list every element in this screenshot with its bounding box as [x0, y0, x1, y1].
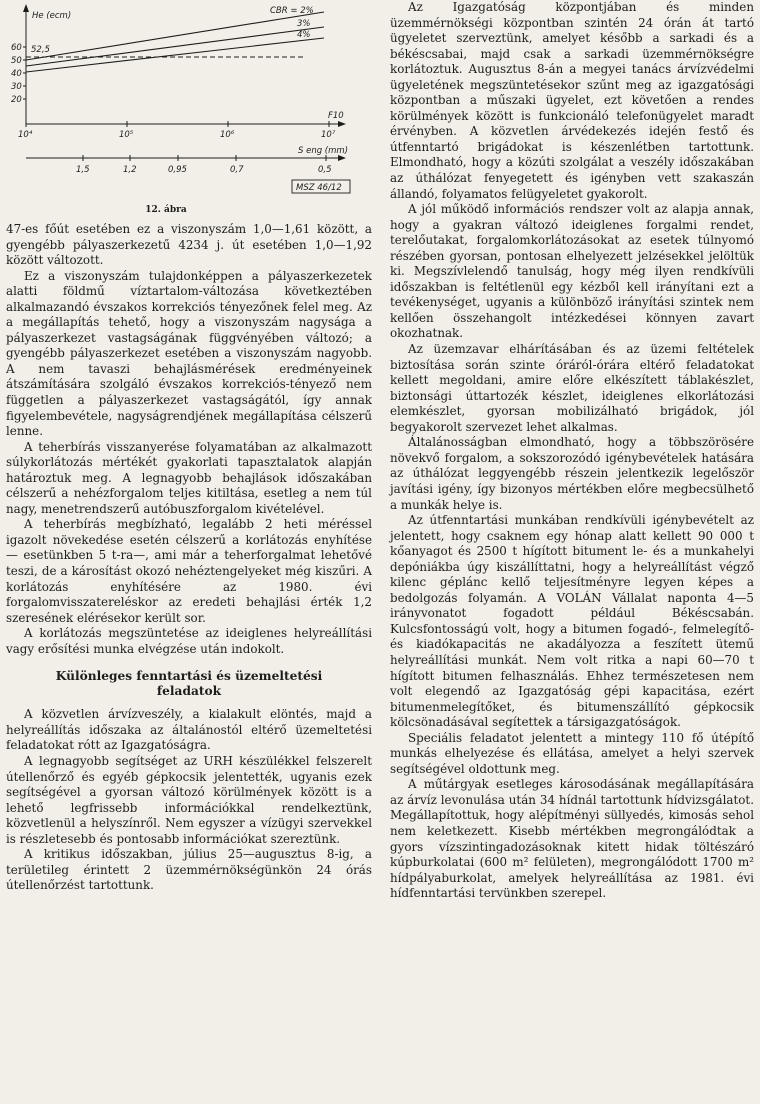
paragraph: A teherbírás megbízható, legalább 2 heti méréssel igazolt növekedése esetén célszerű a korlátozás enyhítése — esetünkben 5 t-ra—, ami már a teherforgalmat lehetővé teszi, de a károsítást okozó nehéztengelyeket még kiszűri. A korlátozás enyhítésére az 1980. évi forgalomvisszatereléskor az eredeti behajlási érték 1,2 szeresének elérésekor került sor.	[6, 517, 372, 625]
paragraph: A műtárgyak esetleges károsodásának megállapítására az árvíz levonulása után 34 hídnál tartottunk hídvizsgálatot. Megállapítottuk, hogy alépítményi süllyedés, kimosás sehol nem keletkezett. Kisebb mértékben megrongálódtak a gyors vízszintingadozásoknak kitett hidak töltészáró kúpburkolatai (600 m² felületen), megrongálódott 1700 m² hídpályaburkolat, amelyek helyreállítása az 1981. évi hídfenntartási tervünkben szerepel.	[390, 777, 754, 901]
paragraph: A legnagyobb segítséget az URH készülékkel felszerelt útellenőrző és egyéb gépkocsik jelentették, ugyanis ezek segítségével a gyorsan változó körülmények között is a lehető legfrissebb információkkal rendelkeztünk, közvetlenül a helyszínről. Nem egyszer a vízügyi szervekkel is részletesebb és pontosabb információkat szereztünk.	[6, 753, 372, 846]
secondary-axis-label: S eng (mm)	[298, 146, 349, 156]
paragraph: Az Igazgatóság központjában és minden üzemmérnökségi központban szintén 24 órán át tartó ügyeletet szerveztünk, amelyet később a sarkadi és a békéscsabai, majd csak a sarkadi üzemmérnökségre korlátoztuk. Augusztus 8-án a megyei tanács árvízvédelmi ügyeletének megszüntetésekor szűnt meg az igazgatósági központban a műszaki ügyelet, ezt követően a rendes körülmények között is funkcionáló telefonügyelet maradt érvényben. A közvetlen árvédekezés idején festő és útfenntartó brigádokat is készenlétben tartottunk. Elmondható, hogy a közúti szolgálat a veszély időszakában az úthálózat fenyegetett és igényben vett szakaszán állandó, folyamatos felügyeletet gyakorolt.	[390, 0, 754, 201]
y-tick-label: 40	[11, 69, 22, 79]
series-label: CBR = 2%	[270, 6, 314, 16]
paragraph: Speciális feladatot jelentett a mintegy 110 fő útépítő munkás elhelyezése és ellátása, amelyet a helyi szervek segítségével oldottunk meg.	[390, 730, 754, 776]
series-label: 4%	[297, 30, 311, 40]
paragraph: A teherbírás visszanyerése folyamatában az alkalmazott súlykorlátozás mértékét gyakorlati tapasztalatok alapján határoztuk meg. A legnagyobb behajlások időszakában célszerű a nehézforgalom teljes kitiltása, esetleg a nem túl nagy, menetrendszerű autóbuszforgalom kivételével.	[6, 439, 372, 516]
standard-label: MSZ 46/12	[296, 183, 342, 193]
x-tick-label: 10⁵	[119, 130, 134, 140]
y-tick-label: 30	[11, 82, 22, 92]
deflection-chart	[6, 0, 372, 200]
secondary-tick-label: 0,5	[318, 165, 332, 175]
series-line-cbr-3	[26, 27, 324, 66]
x-axis-arrow	[338, 121, 346, 127]
x-tick-label: 10⁶	[220, 130, 235, 140]
secondary-tick-label: 0,7	[230, 165, 244, 175]
figure-12	[6, 0, 372, 222]
paragraph: A közvetlen árvízveszély, a kialakult elöntés, majd a helyreállítás időszaka az általánostól eltérő üzemeltetési feladatokat rótt az Igazgatóságra.	[6, 707, 372, 753]
figure-caption: 12. ábra	[145, 205, 187, 215]
secondary-tick-label: 1,5	[76, 165, 90, 175]
y-axis-label: He (ecm)	[32, 11, 72, 21]
y-axis-arrow	[23, 4, 29, 12]
section-title-line: feladatok	[156, 684, 222, 699]
y-tick-label: 20	[11, 95, 22, 105]
paragraph: A jól működő információs rendszer volt az alapja annak, hogy a gyakran változó ideiglenes forgalmi rendet, terelőutakat, forgalomkorlátozásokat az esetek túlnyomó részében gyorsan, pontosan elhelyezett jelzésekkel jelöltük ki. Megszívlelendő tanulság, hogy még ilyen rendkívüli időszakban is feltétlenül egy kézből kell irányítani ezt a tevékenységet, ugyanis a különböző irányítási szintek nem kellően összehangolt intézkedései könnyen zavart okozhatnak.	[390, 202, 754, 341]
paragraph: Az útfenntartási munkában rendkívüli igénybevételt az jelentett, hogy csaknem egy hónap alatt kellett 90 000 t kőanyagot és 2500 t hígított bitument le- és a munkahelyi depóniákba úgy kiszállíttatni, hogy a helyreállítást végző kilenc géplánc kellő teljesítményre legyen képes a bedolgozás folyamán. A VOLÁN Vállalat naponta 4—5 irányvonatot fogadott például Békéscsabán. Kulcsfontosságú volt, hogy a bitumen fogadó-, felmelegítő- és kiadókapacitás ne akadályozza a feszített ütemű helyreállítási munkát. Nem volt ritka a napi 60—70 t hígított bitumen felhasználás. Ehhez természetesen nem volt elegendő az Igazgatóság gépi kapacitása, ezért bitumenmelegítőket, és bitumenszállító gépkocsik kölcsönadásával segítettek a társigazgatóságok.	[390, 513, 754, 730]
paragraph: Ez a viszonyszám tulajdonképpen a pályaszerkezetek alatti földmű víztartalom-változása következtében alkalmazandó évszakos korrekciós tényezőnek felel meg. Az a megállapítás tehető, hogy a viszonyszám nagysága a pályaszerkezet vastagságának függvényében változó; a gyengébb pályaszerkezet esetében a viszonyszám nagyobb. A nem tavaszi behajlásmérések eredményeinek átszámítására szolgáló évszakos korrekciós-tényező nem független a pályaszerkezet vastagságától, így annak figyelembevétele, nagyságrendjének megállapítása célszerű lenne.	[6, 268, 372, 439]
y-ticks	[11, 43, 26, 105]
section-title	[6, 669, 372, 699]
series-label: 3%	[297, 19, 311, 29]
secondary-tick-label: 0,95	[168, 165, 187, 175]
x-tick-label: 10⁷	[321, 130, 336, 140]
y-tick-label: 60	[11, 43, 22, 53]
secondary-tick-label: 1,2	[123, 165, 137, 175]
y-tick-label: 50	[11, 56, 22, 66]
paragraph: Általánosságban elmondható, hogy a többszörösére növekvő forgalom, a sokszorozódó igénybevételek hatására az úthálózat leggyengébb részein jelentkezik legelőször javítási igény, így bizonyos mértékben előre megbecsülhető a munkák helye is.	[390, 435, 754, 512]
left-column	[6, 0, 372, 894]
section-title-line: Különleges fenntartási és üzemeltetési	[55, 669, 323, 684]
series-line-cbr-4	[26, 38, 324, 72]
paragraph: A kritikus időszakban, július 25—augusztus 8-ig, a területileg érintett 2 üzemmérnökségünkön 24 órás útellenőrzést tartottunk.	[6, 847, 372, 893]
paragraph: Az üzemzavar elhárításában és az üzemi feltételek biztosítása során szinte óráról-órára eltérő feladatokat kellett megoldani, amire előre elkészített táblakészlet, biztonsági úttartozék készlet, ideiglenes elkorlátozási elemkészlet, gyorsan mobilizálható brigádok, jól begyakorolt szervezet lehet alkalmas.	[390, 342, 754, 434]
paragraph: 47-es főút esetében ez a viszonyszám 1,0—1,61 között, a gyengébb pályaszerkezetű 4234 j. út esetében 1,0—1,92 között változott.	[6, 222, 372, 268]
x-axis-label: F10	[328, 111, 344, 121]
marker-value: 52,5	[31, 45, 50, 55]
right-column	[390, 0, 754, 902]
paragraph: A korlátozás megszüntetése az ideiglenes helyreállítási vagy erősítési munka elvégzése után indokolt.	[6, 626, 372, 656]
x-tick-label: 10⁴	[18, 130, 33, 140]
